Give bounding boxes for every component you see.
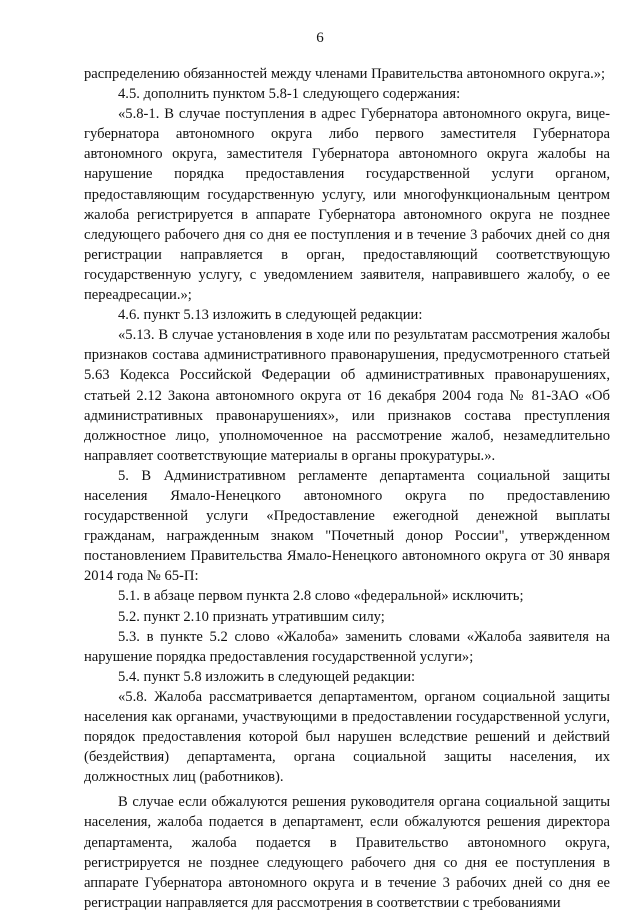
document-body — [84, 64, 610, 913]
paragraph-5-3: 5.3. в пункте 5.2 слово «Жалоба» заменить словами «Жалоба заявителя на нарушение порядка предоставления государственной услуги»; — [84, 628, 610, 665]
paragraph-4-5: 4.5. дополнить пунктом 5.8-1 следующего содержания: — [118, 86, 461, 103]
paragraph-5-1: 5.1. в абзаце первом пункта 2.8 слово «федеральной» исключить; — [118, 588, 524, 605]
paragraph-5-2: 5.2. пункт 2.10 признать утратившим силу; — [118, 608, 385, 625]
paragraph-5-8-1-quote: «5.8-1. В случае поступления в адрес Губернатора автономного округа, вице-губернатора автономного округа либо первого заместителя Губернатора автономного округа, заместителя Губернатора автономного округа жалобы на нарушение порядка предоставления государственной услуги органом, предоставляющим государственную услугу, или многофункциональным центром жалоба регистрируется в аппарате Губернатора автономного округа не позднее следующего рабочего дня со дня ее поступления и в течение 3 рабочих дней со дня регистрации направляется в орган, предоставляющий соответствующую государственную услугу, с уведомлением заявителя, направившего жалобу, о ее переадресации.»; — [84, 106, 610, 304]
page-number: 6 — [316, 30, 324, 46]
paragraph-continuation: распределению обязанностей между членами Правительства автономного округа.»; — [84, 66, 606, 82]
paragraph-5-13-quote: «5.13. В случае установления в ходе или по результатам рассмотрения жалобы признаков состава административного правонарушения, предусмотренного статьей 5.63 Кодекса Российской Федерации об административных правонарушениях, статьей 2.12 Закона автономного округа от 16 декабря 2004 года № 81-ЗАО «Об административных правонарушениях», или признаков состава преступления должностное лицо, уполномоченное на рассмотрение жалоб, незамедлительно направляет соответствующие материалы в органы прокуратуры.». — [84, 327, 610, 464]
paragraph-appeal-routing: В случае если обжалуются решения руководителя органа социальной защиты населения, жалоба подается в департамент, если обжалуются решения директора департамента, жалоба подается в Правительство автономного округа, регистрируется не позднее следующего рабочего дня со дня ее поступления в аппарате Губернатора автономного округа и в течение 3 рабочих дней со дня ее регистрации направляется для рассмотрения в соответствии с требованиями — [84, 794, 610, 911]
paragraph-5-8-quote: «5.8. Жалоба рассматривается департаментом, органом социальной защиты населения как органами, участвующими в предоставлении государственной услуги, порядок предоставления которой был нарушен вследствие решений и действий (бездействия) департамента, органа социальной защиты населения, их должностных лиц (работников). — [84, 688, 610, 786]
paragraph-5-4: 5.4. пункт 5.8 изложить в следующей редакции: — [118, 668, 416, 685]
paragraph-5: 5. В Административном регламенте департамента социальной защиты населения Ямало-Ненецкого автономного округа по предоставлению государственной услуги «Предоставление ежегодной денежной выплаты гражданам, награжденным знаком "Почетный донор России", утвержденном постановлением Правительства Ямало-Ненецкого автономного округа от 30 января 2014 года № 65-П: — [84, 467, 610, 585]
paragraph-4-6: 4.6. пункт 5.13 изложить в следующей редакции: — [118, 307, 423, 324]
